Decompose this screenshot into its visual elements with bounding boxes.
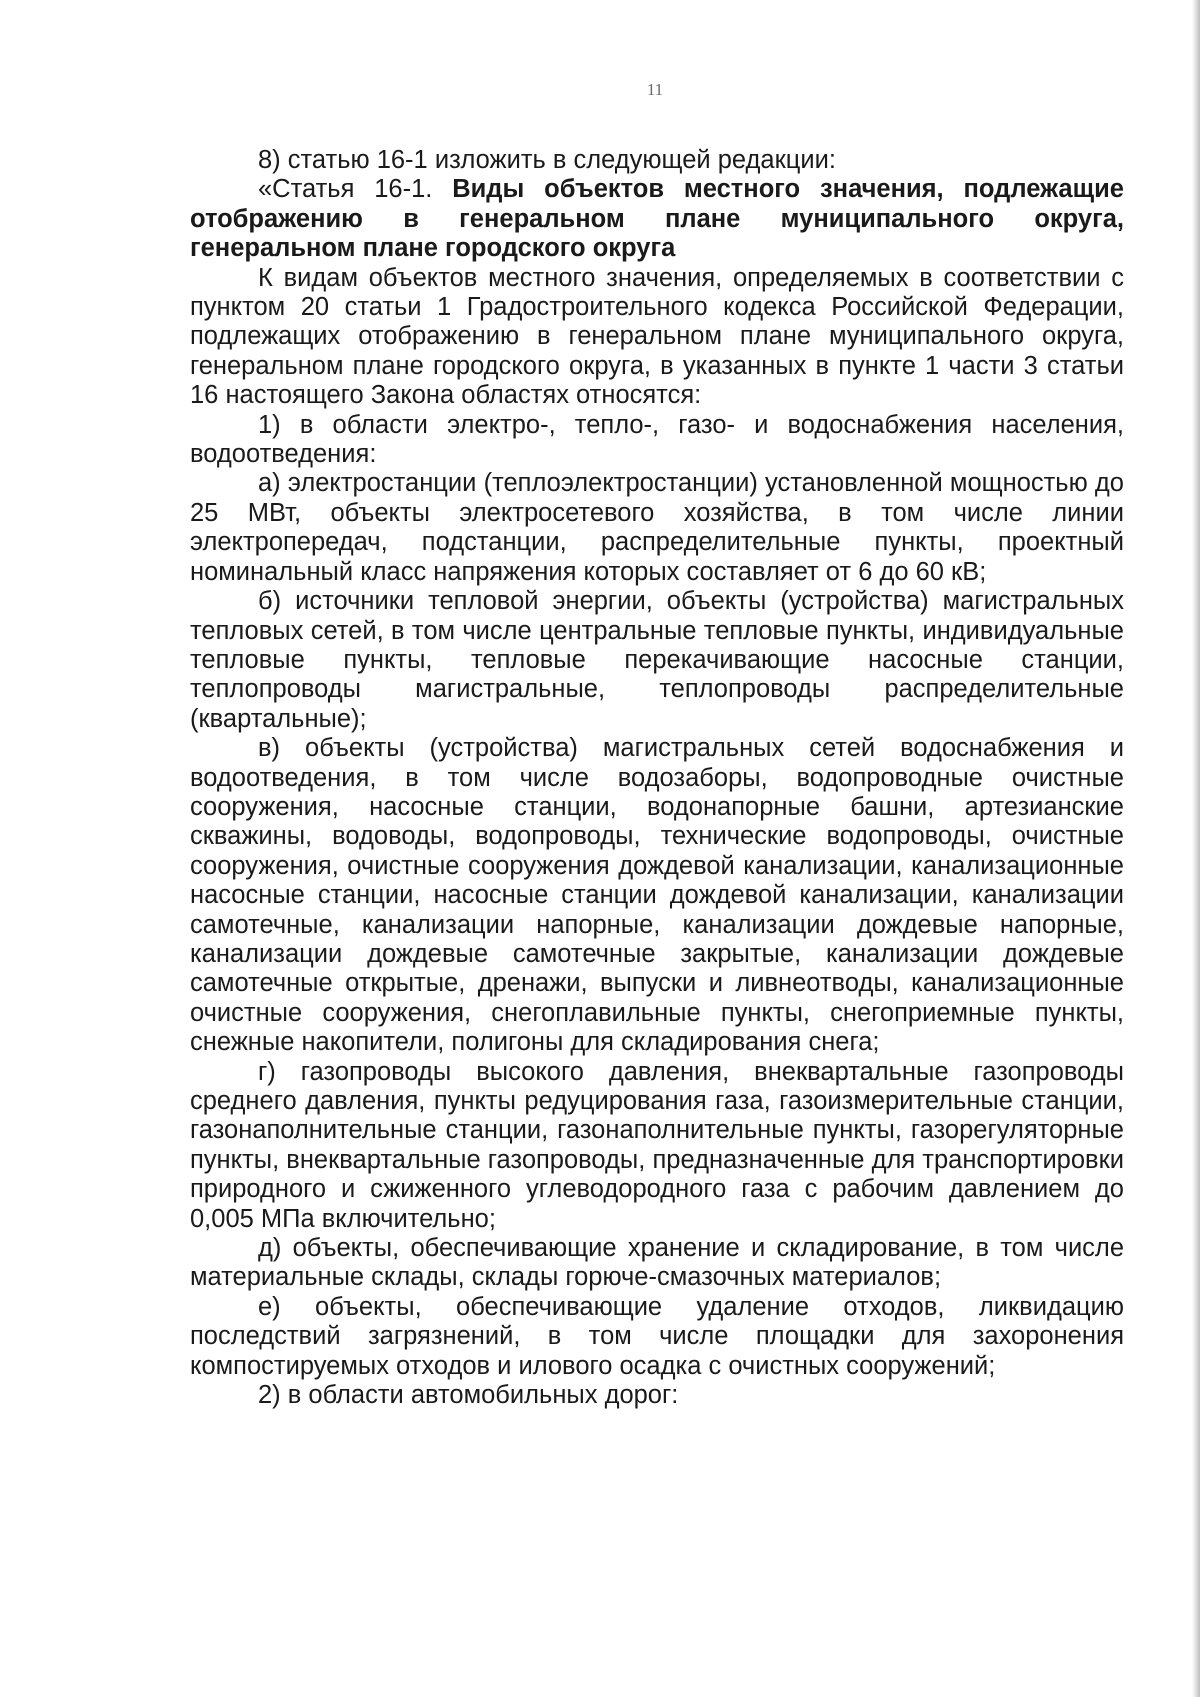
article-heading-title: Виды объектов местного значения, подлежащие отображению в генеральном плане муниципального округа, генеральном плане городского округа bbox=[190, 175, 1124, 263]
paragraph-subitem-g: г) газопроводы высокого давления, внеквартальные газопроводы среднего давления, пункты редуцирования газа, газоизмерительные станции, газонаполнительные станции, газонаполнительные пункты, газорегуляторные пункты, внеквартальные газопроводы, предназначенные для транспортировки природного и сжиженного углеводородного газа с рабочим давлением до 0,005 МПа включительно; bbox=[190, 1057, 1124, 1233]
paragraph-subitem-v: в) объекты (устройства) магистральных сетей водоснабжения и водоотведения, в том числе водозаборы, водопроводные очистные сооружения, насосные станции, водонапорные башни, артезианские скважины, водоводы, водопроводы, технические водопроводы, очистные сооружения, очистные сооружения дождевой канализации, канализационные насосные станции, насосные станции дождевой канализации, канализации самотечные, канализации напорные, канализации дождевые напорные, канализации дождевые самотечные закрытые, канализации дождевые самотечные открытые, дренажи, выпуски и ливнеотводы, канализационные очистные сооружения, снегоплавильные пункты, снегоприемные пункты, снежные накопители, полигоны для складирования снега; bbox=[190, 734, 1124, 1057]
paragraph-subitem-b: б) источники тепловой энергии, объекты (устройства) магистральных тепловых сетей, в том числе центральные тепловые пункты, индивидуальные тепловые пункты, тепловые перекачивающие насосные станции, теплопроводы магистральные, теплопроводы распределительные (квартальные); bbox=[190, 587, 1124, 733]
paragraph-subitem-e: е) объекты, обеспечивающие удаление отходов, ликвидацию последствий загрязнений, в том числе площадки для захоронения компостируемых отходов и илового осадка с очистных сооружений; bbox=[190, 1292, 1124, 1380]
paragraph-subitem-a: а) электростанции (теплоэлектростанции) установленной мощностью до 25 МВт, объекты электросетевого хозяйства, в том числе линии электропередач, подстанции, распределительные пункты, проектный номинальный класс напряжения которых составляет от 6 до 60 кВ; bbox=[190, 469, 1124, 586]
article-heading bbox=[190, 175, 1124, 263]
article-heading-prefix: «Статья 16-1. bbox=[258, 175, 453, 204]
paragraph-amendment-8: 8) статью 16-1 изложить в следующей редакции: bbox=[258, 146, 836, 174]
document-body bbox=[190, 146, 1124, 1410]
paragraph-intro: К видам объектов местного значения, определяемых в соответствии с пунктом 20 статьи 1 Градостроительного кодекса Российской Федерации, подлежащих отображению в генеральном плане муниципального округа, генеральном плане городского округа, в указанных в пункте 1 части 3 статьи 16 настоящего Закона областях относятся: bbox=[190, 263, 1124, 410]
paragraph-subitem-d: д) объекты, обеспечивающие хранение и складирование, в том числе материальные склады, склады горюче-смазочных материалов; bbox=[190, 1234, 1124, 1292]
page-number: 11 bbox=[646, 80, 664, 99]
paragraph-item-1: 1) в области электро-, тепло-, газо- и водоснабжения населения, водоотведения: bbox=[190, 410, 1124, 469]
paragraph-item-2: 2) в области автомобильных дорог: bbox=[258, 1381, 679, 1410]
page-edge-shadow bbox=[1192, 0, 1200, 1697]
